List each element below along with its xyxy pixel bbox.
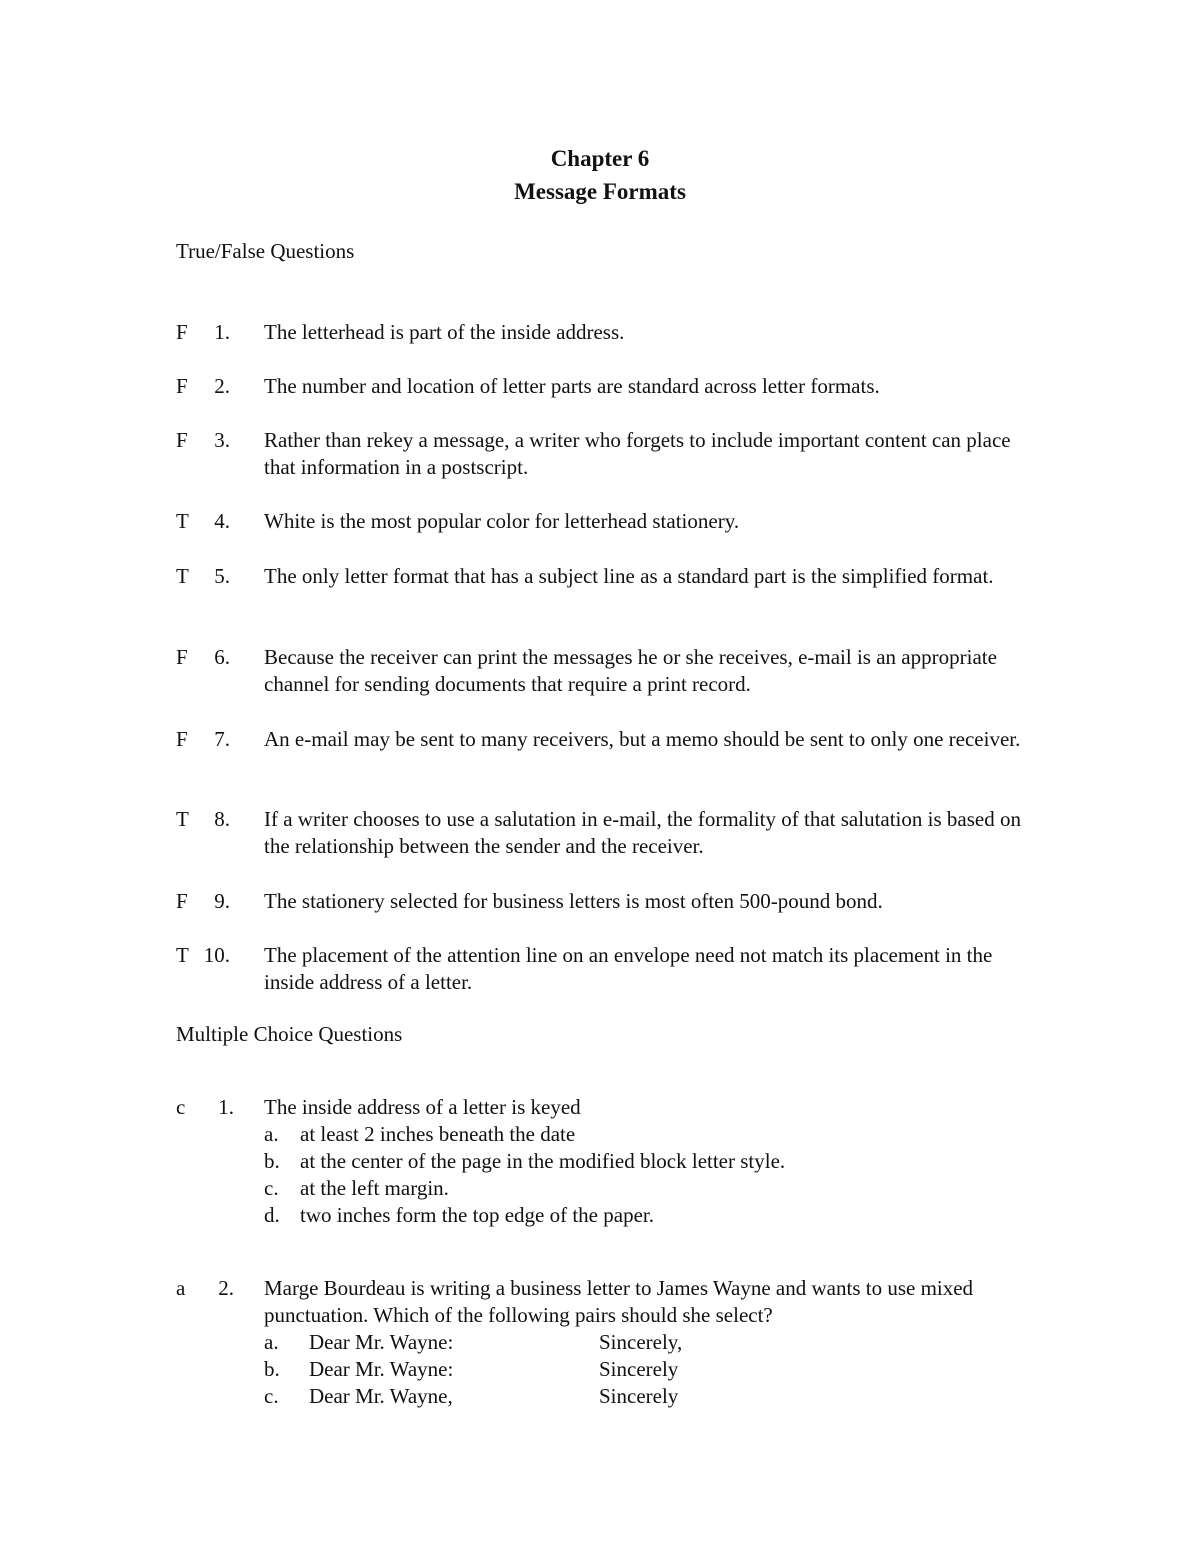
question-text: The placement of the attention line on an envelope need not match its placement in the inside address of a letter. — [264, 943, 993, 994]
question-number: 1. — [214, 320, 230, 344]
option-text: at least 2 inches beneath the date — [300, 1122, 576, 1146]
option-letter: a. — [264, 1330, 279, 1354]
chapter-subtitle: Message Formats — [514, 179, 686, 204]
option-letter: b. — [264, 1149, 280, 1173]
option-letter: a. — [264, 1122, 279, 1146]
option-letter: c. — [264, 1176, 279, 1200]
option-d — [264, 1202, 1036, 1229]
question-number: 6. — [214, 645, 230, 669]
answer-key: c — [176, 1095, 186, 1119]
answer-key: F — [176, 727, 188, 751]
question-text: If a writer chooses to use a salutation in e-mail, the formality of that salutation is based on the relationship between the sender and the receiver. — [264, 807, 1021, 858]
answer-key: T — [176, 943, 189, 967]
option-text: at the center of the page in the modified block letter style. — [300, 1149, 786, 1173]
true-false-heading: True/False Questions — [176, 239, 355, 263]
question-number: 7. — [214, 727, 230, 751]
question-number: 4. — [214, 509, 230, 533]
question-text: The stationery selected for business letters is most often 500-pound bond. — [264, 889, 883, 913]
option-closing: Sincerely — [599, 1384, 679, 1408]
answer-key: a — [176, 1276, 186, 1300]
option-letter: d. — [264, 1203, 280, 1227]
option-c — [264, 1175, 1036, 1202]
question-text: The only letter format that has a subject line as a standard part is the simplified format. — [264, 564, 994, 588]
question-number: 2. — [214, 374, 230, 398]
question-text: An e-mail may be sent to many receivers, but a memo should be sent to only one receiver. — [264, 727, 1021, 751]
question-number: 8. — [214, 807, 230, 831]
option-text: at the left margin. — [300, 1176, 449, 1200]
answer-key: T — [176, 564, 189, 588]
question-text: Because the receiver can print the messages he or she receives, e-mail is an appropriate channel for sending documents that require a print record. — [264, 645, 997, 696]
question-text: The letterhead is part of the inside address. — [264, 320, 625, 344]
option-closing: Sincerely, — [599, 1330, 683, 1354]
question-text: Rather than rekey a message, a writer who forgets to include important content can place that information in a postscript. — [264, 428, 1011, 479]
question-number: 1. — [218, 1095, 234, 1119]
option-salutation: Dear Mr. Wayne, — [309, 1384, 453, 1408]
answer-key: F — [176, 645, 188, 669]
answer-key: F — [176, 889, 188, 913]
option-text: two inches form the top edge of the paper. — [300, 1203, 654, 1227]
option-c — [264, 1383, 1036, 1410]
option-b — [264, 1148, 1036, 1175]
answer-key: F — [176, 428, 188, 452]
option-salutation: Dear Mr. Wayne: — [309, 1357, 454, 1381]
question-number: 2. — [218, 1276, 234, 1300]
answer-key: F — [176, 374, 188, 398]
question-text: The inside address of a letter is keyed — [264, 1095, 581, 1119]
question-number: 3. — [214, 428, 230, 452]
multiple-choice-heading: Multiple Choice Questions — [176, 1022, 403, 1046]
option-salutation: Dear Mr. Wayne: — [309, 1330, 454, 1354]
question-text: The number and location of letter parts are standard across letter formats. — [264, 374, 880, 398]
question-text: White is the most popular color for letterhead stationery. — [264, 509, 740, 533]
option-a — [264, 1121, 1036, 1148]
question-number: 5. — [214, 564, 230, 588]
answer-key: F — [176, 320, 188, 344]
question-text: Marge Bourdeau is writing a business letter to James Wayne and wants to use mixed punctuation. Which of the following pairs should she select? — [264, 1276, 974, 1327]
answer-key: T — [176, 509, 189, 533]
option-letter: c. — [264, 1384, 279, 1408]
option-b — [264, 1356, 1036, 1383]
option-a — [264, 1329, 1036, 1356]
answer-key: T — [176, 807, 189, 831]
option-closing: Sincerely — [599, 1357, 679, 1381]
option-letter: b. — [264, 1357, 280, 1381]
chapter-title: Chapter 6 — [550, 146, 650, 171]
question-number: 9. — [214, 889, 230, 913]
question-number: 10. — [203, 943, 230, 967]
